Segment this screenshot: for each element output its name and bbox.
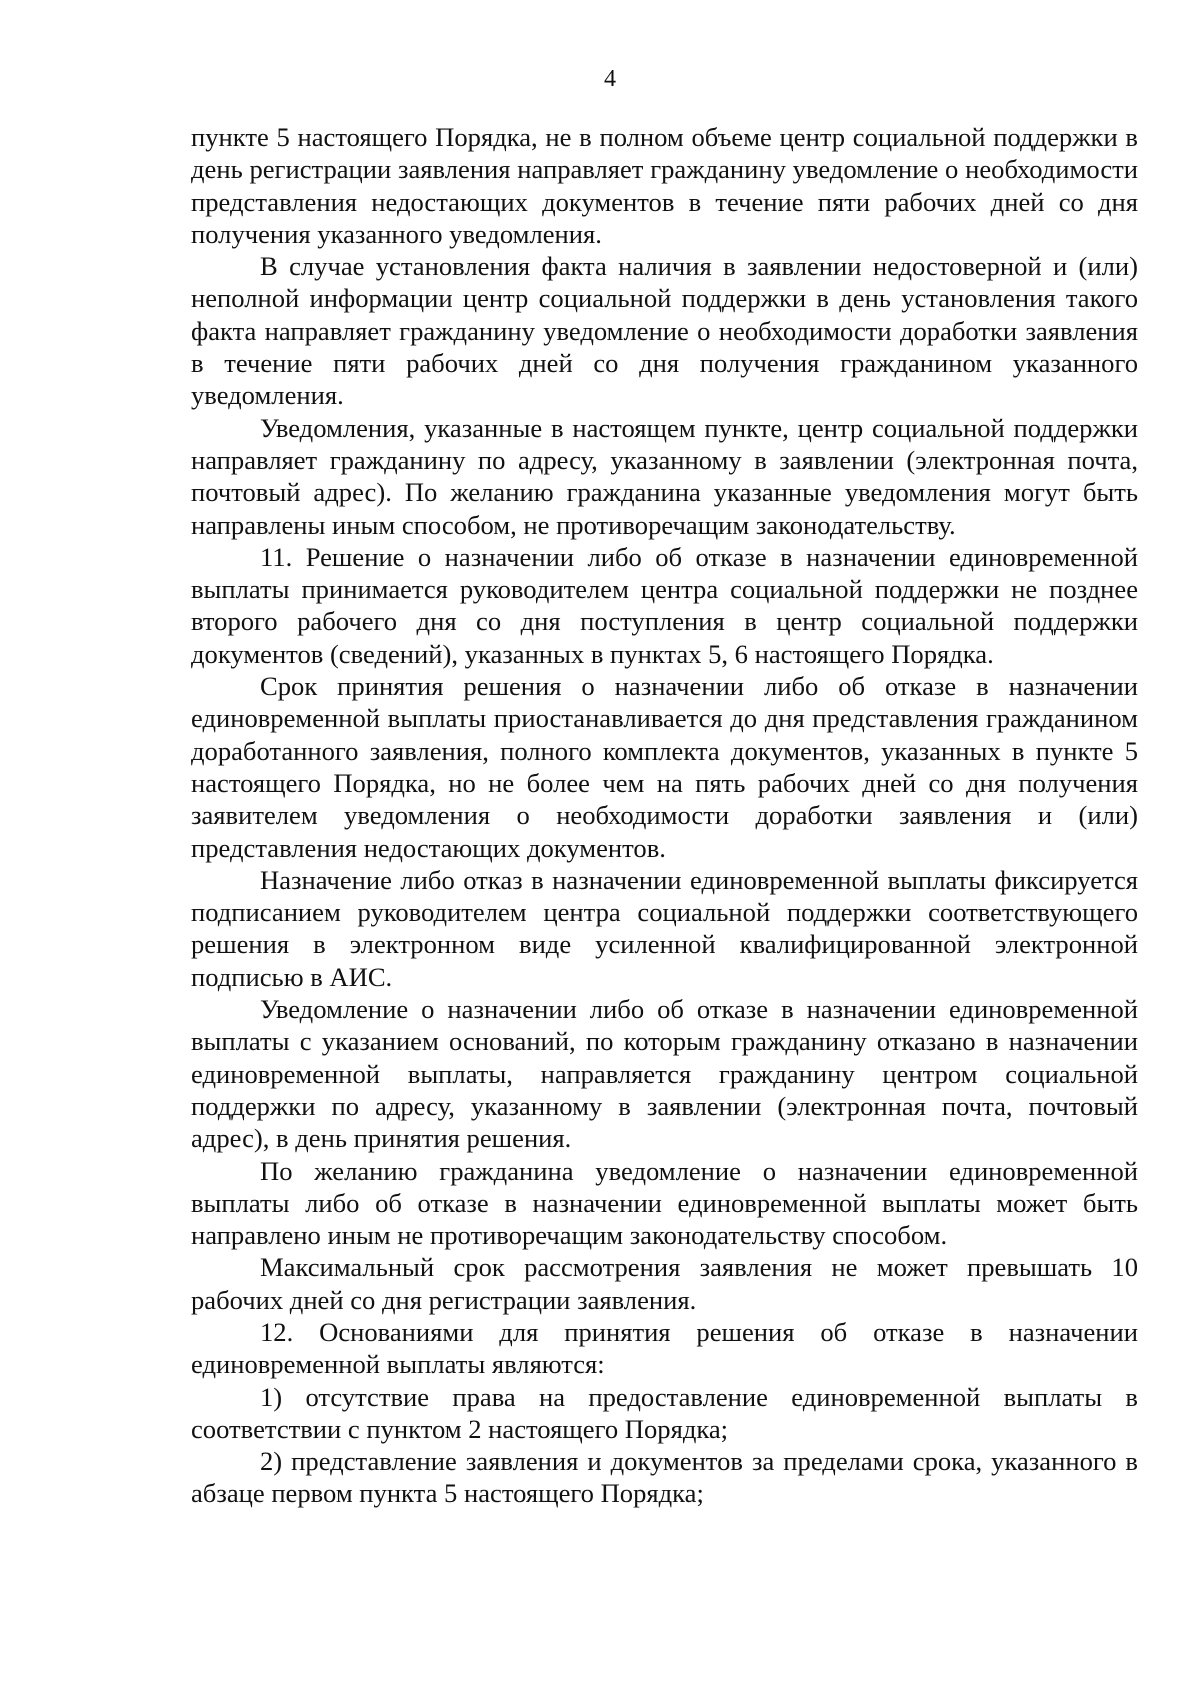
list-item: 1) отсутствие права на предоставление единовременной выплаты в соответствии с пунктом 2 настоящего Порядка;: [191, 1381, 1138, 1444]
paragraph-item-12: 12. Основаниями для принятия решения об отказе в назначении единовременной выплаты являются:: [191, 1316, 1138, 1380]
paragraph: По желанию гражданина уведомление о назначении единовременной выплаты либо об отказе в назначении единовременной выплаты может быть направлено иным не противоречащим законодательству способом.: [191, 1155, 1138, 1251]
paragraph: Срок принятия решения о назначении либо об отказе в назначении единовременной выплаты приостанавливается до дня представления гражданином доработанного заявления, полного комплекта документов, указанных в пункте 5 настоящего Порядка, но не более чем на пять рабочих дней со дня получения заявителем уведомления о необходимости доработки заявления и (или) представления недостающих документов.: [191, 671, 1138, 863]
document-body: [191, 121, 1138, 1510]
paragraph: В случае установления факта наличия в заявлении недостоверной и (или) неполной информации центр социальной поддержки в день установления такого факта направляет гражданину уведомление о необходимости доработки заявления в течение пяти рабочих дней со дня получения гражданином указанного уведомления.: [191, 251, 1138, 411]
paragraph: Максимальный срок рассмотрения заявления не может превышать 10 рабочих дней со дня регистрации заявления.: [191, 1252, 1138, 1315]
paragraph-item-11: 11. Решение о назначении либо об отказе в назначении единовременной выплаты принимается руководителем центра социальной поддержки не позднее второго рабочего дня со дня поступления в центр социальной поддержки документов (сведений), указанных в пунктах 5, 6 настоящего Порядка.: [191, 541, 1138, 669]
paragraph: Назначение либо отказ в назначении единовременной выплаты фиксируется подписанием руководителем центра социальной поддержки соответствующего решения в электронном виде усиленной квалифицированной электронной подписью в АИС.: [191, 864, 1138, 992]
list-item: 2) представление заявления и документов за пределами срока, указанного в абзаце первом пункта 5 настоящего Порядка;: [191, 1446, 1138, 1509]
paragraph: Уведомления, указанные в настоящем пункте, центр социальной поддержки направляет гражданину по адресу, указанному в заявлении (электронная почта, почтовый адрес). По желанию гражданина указанные уведомления могут быть направлены иным способом, не противоречащим законодательству.: [191, 412, 1138, 540]
page-number: 4: [604, 66, 616, 92]
paragraph-continuation: пункте 5 настоящего Порядка, не в полном объеме центр социальной поддержки в день регистрации заявления направляет гражданину уведомление о необходимости представления недостающих документов в течение пяти рабочих дней со дня получения указанного уведомления.: [191, 122, 1138, 249]
paragraph: Уведомление о назначении либо об отказе в назначении единовременной выплаты с указанием оснований, по которым гражданину отказано в назначении единовременной выплаты, направляется гражданину центром социальной поддержки по адресу, указанному в заявлении (электронная почта, почтовый адрес), в день принятия решения.: [191, 994, 1138, 1154]
